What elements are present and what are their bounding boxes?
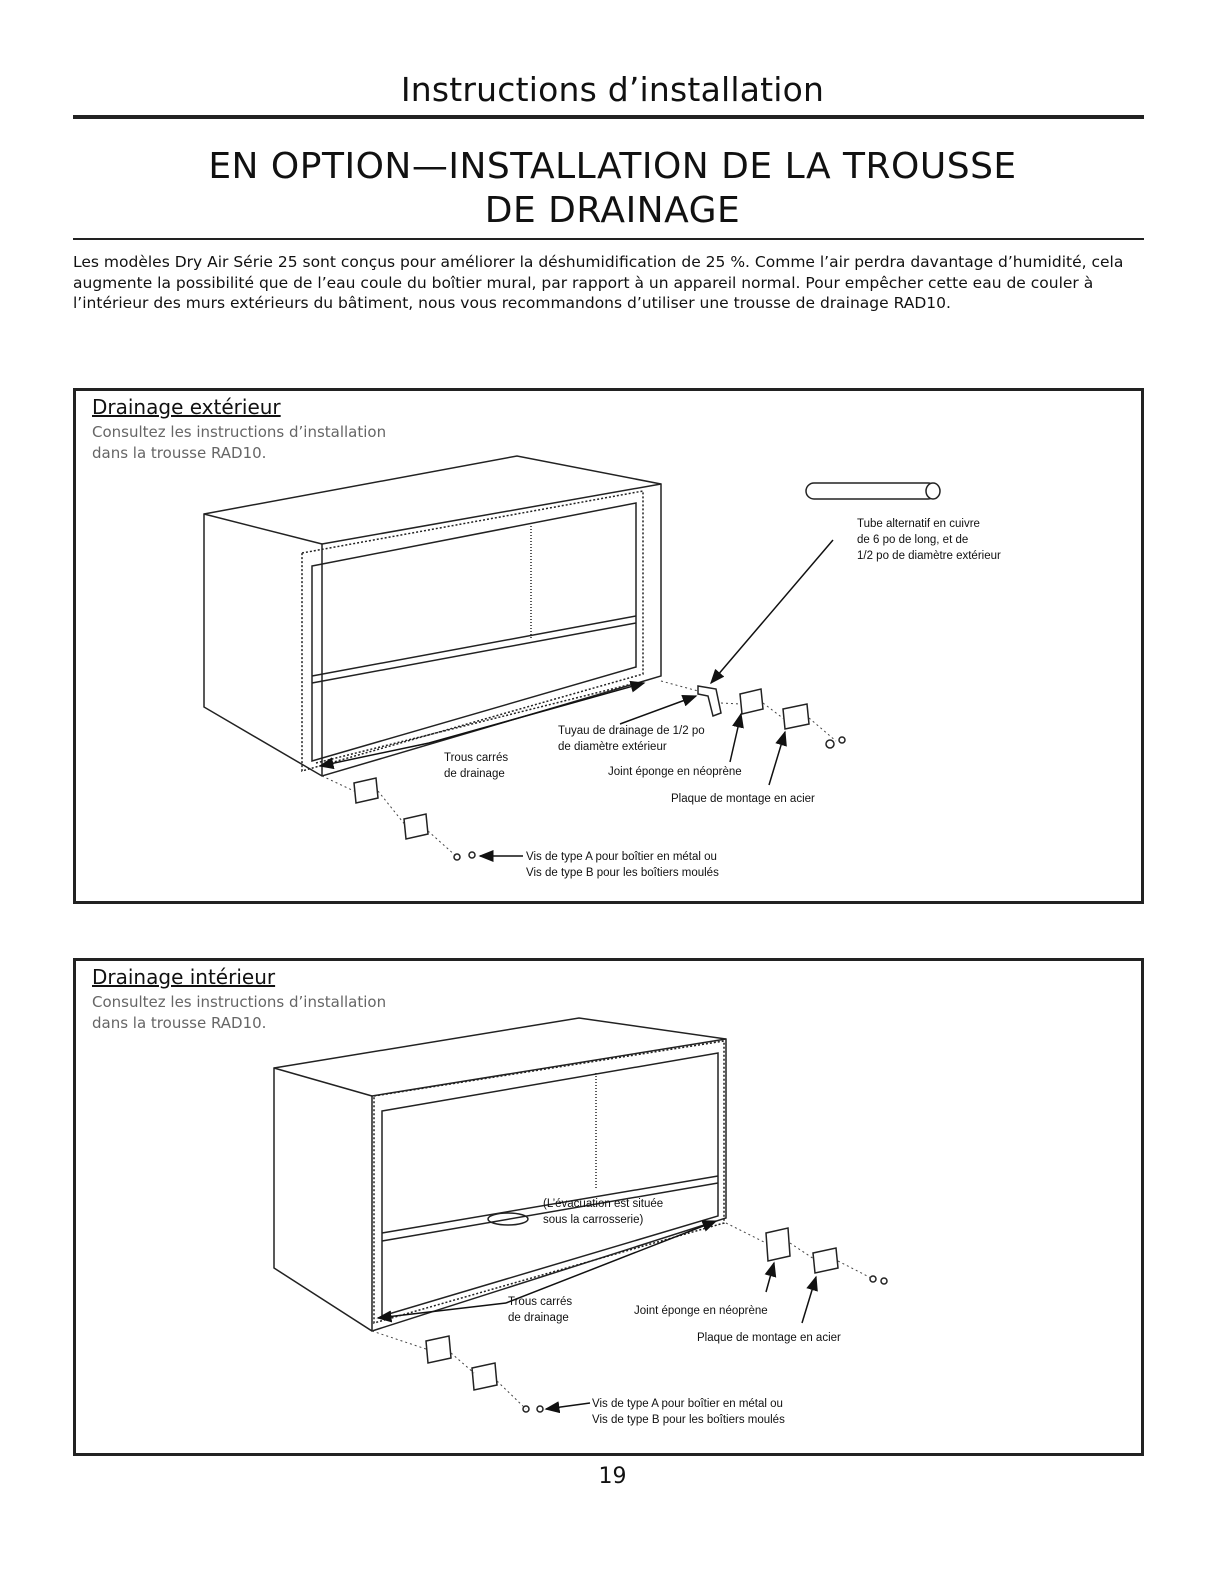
exterior-drainage-diagram bbox=[76, 391, 1141, 901]
exterior-desc-line-1: Consultez les instructions d’installation bbox=[92, 423, 387, 441]
page-title-line-2: DE DRAINAGE bbox=[484, 190, 741, 231]
section-header: Instructions d’installation bbox=[400, 70, 825, 109]
header-rule bbox=[73, 115, 1144, 119]
evac-label-line-2: sous la carrosserie) bbox=[543, 1214, 644, 1226]
holes-label-line-2: de drainage bbox=[444, 768, 505, 780]
exterior-drainage-panel bbox=[73, 388, 1144, 904]
page-title bbox=[0, 145, 1225, 233]
interior-drainage-panel bbox=[73, 958, 1144, 1456]
plate-label: Plaque de montage en acier bbox=[671, 793, 815, 805]
wall-case-illustration-interior bbox=[274, 1018, 726, 1331]
intro-paragraph: Les modèles Dry Air Série 25 sont conçus pour améliorer la déshumidification de 25 %. Comme l’air perdra davantage d’humidité, cela augmente la possibilité que de l’eau coule du boîtier mural, par rapport à un appareil normal. Pour empêcher cette eau de couler à l’intérieur des murs extérieurs du bâtiment, nous vous recommandons d’utiliser une trousse de drainage RAD10. bbox=[73, 253, 1124, 312]
interior-drainage-title: Drainage intérieur bbox=[92, 965, 276, 989]
tube-label-line-1: Tube alternatif en cuivre bbox=[857, 518, 980, 530]
evac-label-line-1: (L’évacuation est située bbox=[543, 1198, 664, 1210]
interior-desc-line-2: dans la trousse RAD10. bbox=[92, 1014, 267, 1032]
gasket-label: Joint éponge en néoprène bbox=[608, 766, 742, 778]
interior-holes-label-line-1: Trous carrés bbox=[508, 1296, 573, 1308]
pipe-label-line-2: de diamètre extérieur bbox=[558, 741, 667, 753]
screw-label-line-1: Vis de type A pour boîtier en métal ou bbox=[526, 851, 717, 863]
interior-plate-label: Plaque de montage en acier bbox=[697, 1332, 841, 1344]
tube-label-line-2: de 6 po de long, et de bbox=[857, 534, 969, 546]
exterior-drainage-title: Drainage extérieur bbox=[92, 395, 281, 419]
page-title-line-1: EN OPTION—INSTALLATION DE LA TROUSSE bbox=[208, 146, 1017, 187]
interior-holes-label-line-2: de drainage bbox=[508, 1312, 569, 1324]
tube-label-line-3: 1/2 po de diamètre extérieur bbox=[857, 550, 1001, 562]
interior-screw-label-line-2: Vis de type B pour les boîtiers moulés bbox=[592, 1414, 785, 1426]
exterior-desc-line-2: dans la trousse RAD10. bbox=[92, 444, 267, 462]
holes-label-line-1: Trous carrés bbox=[444, 752, 509, 764]
interior-desc-line-1: Consultez les instructions d’installation bbox=[92, 993, 387, 1011]
pipe-label-line-1: Tuyau de drainage de 1/2 po bbox=[558, 725, 705, 737]
screw-label-line-2: Vis de type B pour les boîtiers moulés bbox=[526, 867, 719, 879]
interior-screw-label-line-1: Vis de type A pour boîtier en métal ou bbox=[592, 1398, 783, 1410]
interior-gasket-label: Joint éponge en néoprène bbox=[634, 1305, 768, 1317]
title-rule bbox=[73, 238, 1144, 240]
page-number: 19 bbox=[598, 1464, 627, 1489]
interior-drainage-diagram bbox=[76, 961, 1141, 1453]
